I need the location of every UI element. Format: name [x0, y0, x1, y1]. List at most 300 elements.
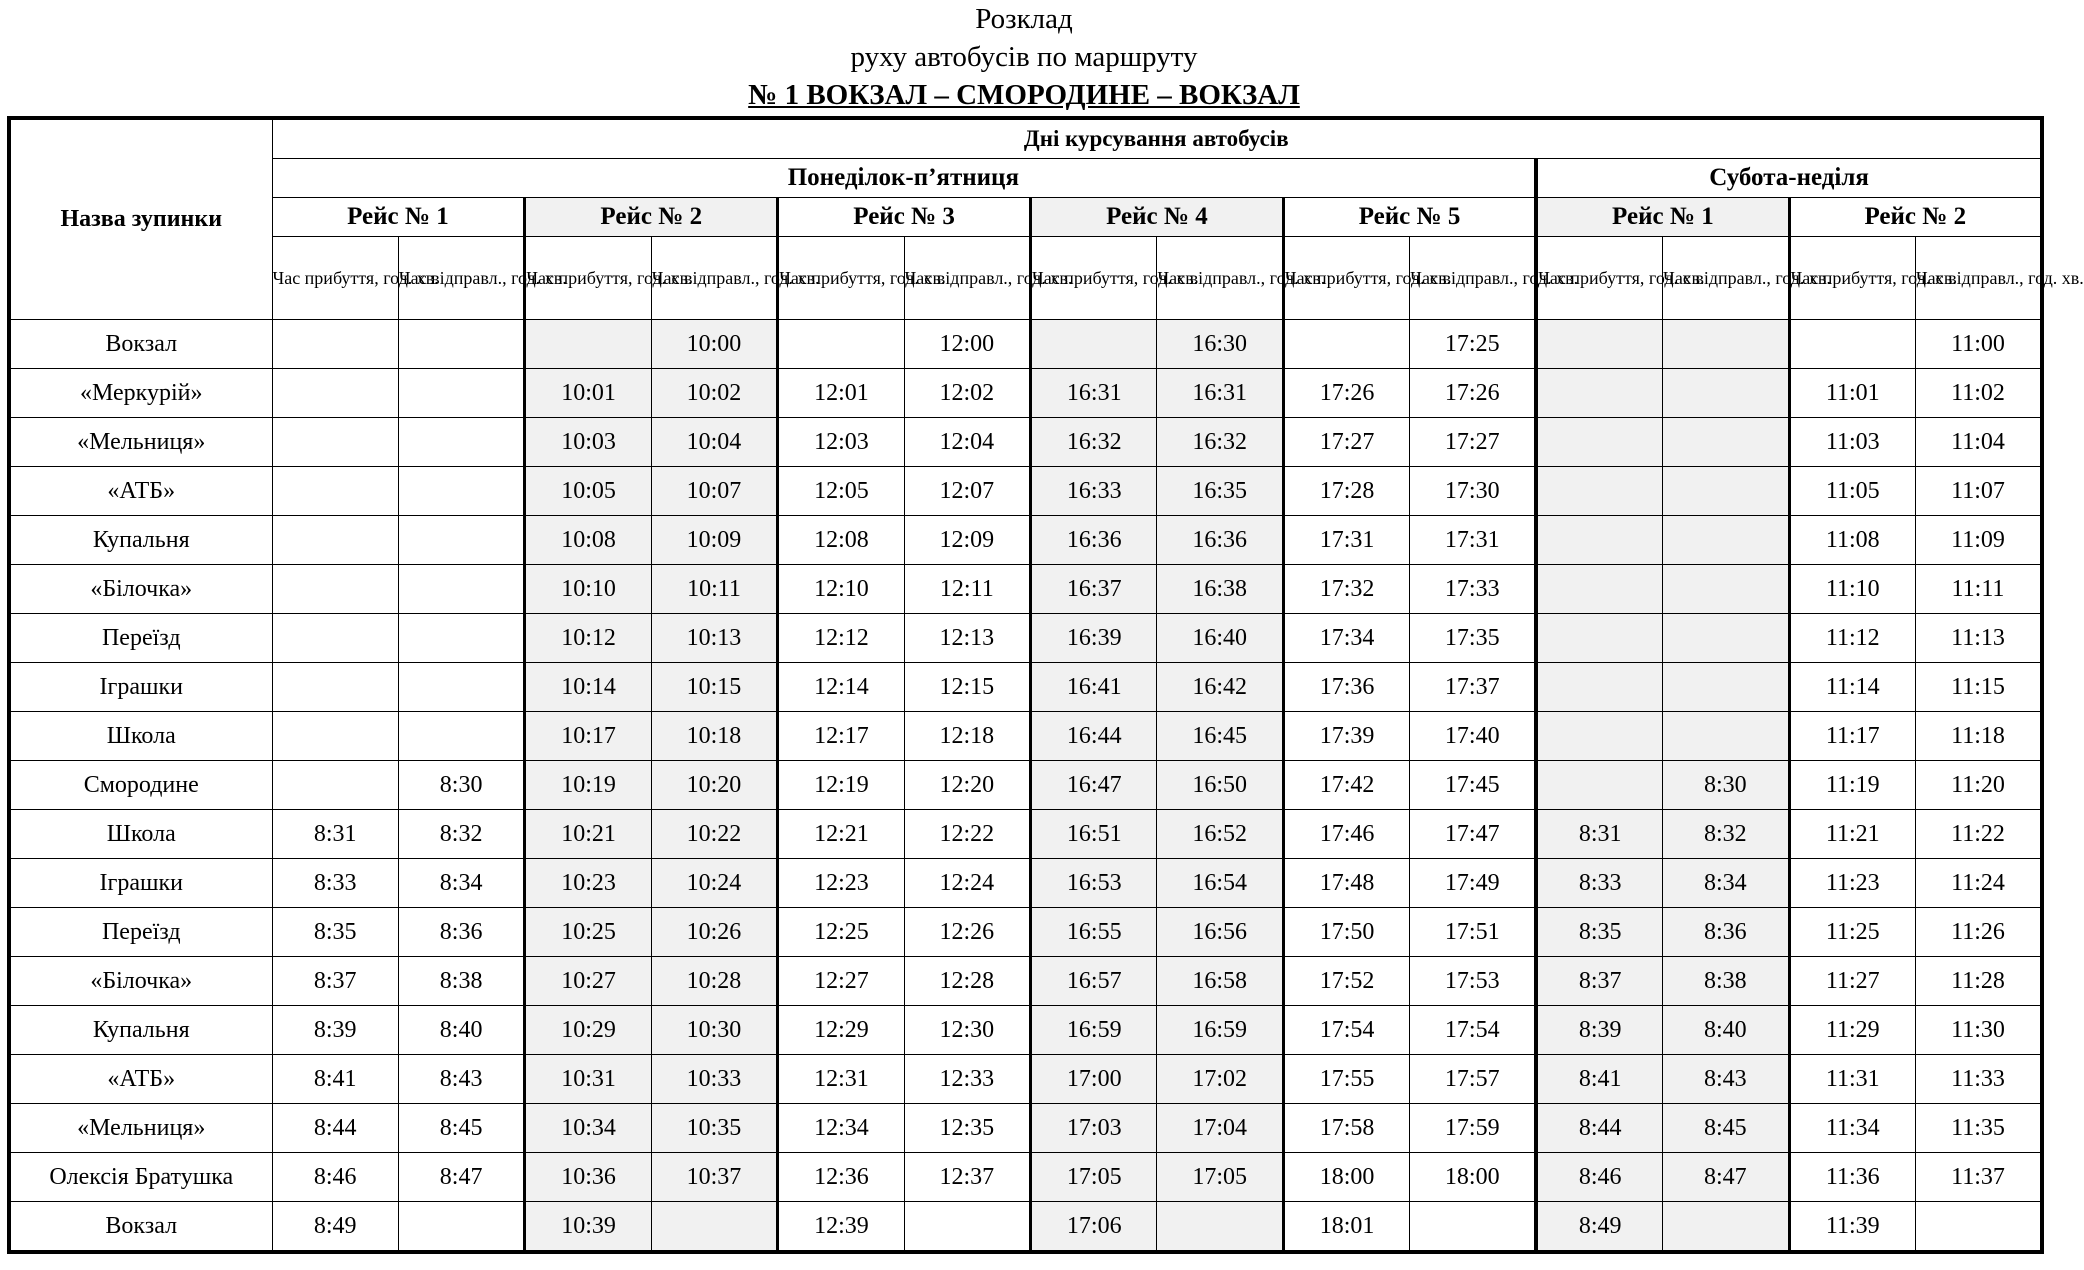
arrival-time-cell: 10:08: [525, 516, 651, 565]
arrival-time-cell: 17:27: [1283, 418, 1409, 467]
arrival-time-cell: 11:08: [1789, 516, 1915, 565]
arrival-time-cell: 12:17: [778, 712, 904, 761]
departure-time-header: Час відправл., год. хв.: [1915, 237, 2042, 320]
table-row: [9, 663, 2042, 712]
departure-time-cell: [1663, 516, 1789, 565]
arrival-time-cell: 8:41: [272, 1055, 398, 1104]
arrival-time-cell: 17:03: [1031, 1104, 1157, 1153]
departure-time-cell: 12:09: [904, 516, 1030, 565]
departure-time-cell: 16:38: [1157, 565, 1283, 614]
departure-time-cell: 17:30: [1410, 467, 1536, 516]
arrival-time-cell: 8:41: [1536, 1055, 1662, 1104]
departure-time-cell: [398, 663, 524, 712]
table-row: [9, 810, 2042, 859]
table-row: [9, 565, 2042, 614]
departure-time-cell: 12:28: [904, 957, 1030, 1006]
arrival-time-header: Час прибуття, год. хв.: [525, 237, 651, 320]
table-row: [9, 369, 2042, 418]
arrival-time-cell: 17:54: [1283, 1006, 1409, 1055]
arrival-time-cell: 11:23: [1789, 859, 1915, 908]
arrival-time-cell: 17:46: [1283, 810, 1409, 859]
departure-time-cell: 8:34: [1663, 859, 1789, 908]
arrival-time-cell: 12:29: [778, 1006, 904, 1055]
arrival-time-cell: [1536, 614, 1662, 663]
table-row: [9, 957, 2042, 1006]
departure-time-cell: 10:35: [651, 1104, 777, 1153]
departure-time-cell: [1663, 565, 1789, 614]
arrival-time-cell: 10:36: [525, 1153, 651, 1202]
arrival-time-cell: [272, 516, 398, 565]
arrival-time-cell: 11:34: [1789, 1104, 1915, 1153]
departure-time-cell: [398, 467, 524, 516]
departure-time-cell: 8:47: [398, 1153, 524, 1202]
table-row: [9, 614, 2042, 663]
arrival-time-cell: 12:10: [778, 565, 904, 614]
arrival-time-cell: [1536, 320, 1662, 369]
departure-time-cell: 12:20: [904, 761, 1030, 810]
arrival-time-cell: 10:12: [525, 614, 651, 663]
departure-time-cell: [398, 565, 524, 614]
header-row-subcolumns: [9, 237, 2042, 320]
departure-time-cell: 12:26: [904, 908, 1030, 957]
stop-name: Переїзд: [9, 614, 272, 663]
arrival-time-cell: 10:39: [525, 1202, 651, 1253]
arrival-time-cell: [1536, 369, 1662, 418]
departure-time-cell: 10:22: [651, 810, 777, 859]
departure-time-header: Час відправл., год. хв.: [1157, 237, 1283, 320]
arrival-time-cell: [1536, 663, 1662, 712]
stop-name: «АТБ»: [9, 467, 272, 516]
arrival-time-header: Час прибуття, год. хв.: [1283, 237, 1409, 320]
table-row: [9, 712, 2042, 761]
departure-time-cell: 11:28: [1915, 957, 2042, 1006]
arrival-time-cell: 10:29: [525, 1006, 651, 1055]
arrival-time-cell: 17:48: [1283, 859, 1409, 908]
arrival-time-cell: 17:26: [1283, 369, 1409, 418]
arrival-time-cell: 11:19: [1789, 761, 1915, 810]
departure-time-cell: 11:26: [1915, 908, 2042, 957]
departure-time-cell: 17:59: [1410, 1104, 1536, 1153]
weekend-header: Субота-неділя: [1536, 159, 2042, 198]
departure-time-cell: [1663, 467, 1789, 516]
departure-time-cell: [398, 320, 524, 369]
arrival-time-cell: 11:03: [1789, 418, 1915, 467]
arrival-time-cell: 11:01: [1789, 369, 1915, 418]
departure-time-cell: 8:32: [1663, 810, 1789, 859]
arrival-time-cell: 10:10: [525, 565, 651, 614]
stop-name: «Білочка»: [9, 957, 272, 1006]
departure-time-cell: 17:33: [1410, 565, 1536, 614]
arrival-time-header: Час прибуття, год. хв.: [272, 237, 398, 320]
arrival-time-cell: 16:53: [1031, 859, 1157, 908]
departure-time-cell: 16:50: [1157, 761, 1283, 810]
departure-time-cell: 11:11: [1915, 565, 2042, 614]
departure-time-cell: 8:36: [1663, 908, 1789, 957]
stop-name: Іграшки: [9, 859, 272, 908]
arrival-time-cell: 10:23: [525, 859, 651, 908]
arrival-time-cell: 10:31: [525, 1055, 651, 1104]
arrival-time-cell: 8:37: [272, 957, 398, 1006]
weekdays-header: Понеділок-п’ятниця: [272, 159, 1536, 198]
arrival-time-cell: 17:36: [1283, 663, 1409, 712]
departure-time-cell: 16:42: [1157, 663, 1283, 712]
departure-time-cell: 8:30: [398, 761, 524, 810]
arrival-time-cell: 10:05: [525, 467, 651, 516]
departure-time-cell: 16:40: [1157, 614, 1283, 663]
arrival-time-cell: 11:12: [1789, 614, 1915, 663]
trip-header: Рейс № 2: [1789, 198, 2042, 237]
table-row: [9, 1153, 2042, 1202]
departure-time-cell: 10:11: [651, 565, 777, 614]
departure-time-header: Час відправл., год. хв.: [1663, 237, 1789, 320]
arrival-time-cell: 17:28: [1283, 467, 1409, 516]
header-row-trips: [9, 198, 2042, 237]
arrival-time-cell: 18:01: [1283, 1202, 1409, 1253]
arrival-time-cell: 10:21: [525, 810, 651, 859]
arrival-time-cell: 8:31: [272, 810, 398, 859]
header-row-groups: [9, 159, 2042, 198]
departure-time-cell: [398, 418, 524, 467]
departure-time-cell: 16:54: [1157, 859, 1283, 908]
departure-time-cell: 10:30: [651, 1006, 777, 1055]
arrival-time-cell: 17:39: [1283, 712, 1409, 761]
arrival-time-cell: 17:31: [1283, 516, 1409, 565]
departure-time-cell: 17:47: [1410, 810, 1536, 859]
arrival-time-cell: 11:10: [1789, 565, 1915, 614]
arrival-time-cell: [1536, 712, 1662, 761]
departure-time-cell: 8:47: [1663, 1153, 1789, 1202]
arrival-time-cell: [1283, 320, 1409, 369]
departure-time-cell: 11:22: [1915, 810, 2042, 859]
departure-time-cell: 11:37: [1915, 1153, 2042, 1202]
arrival-time-cell: 17:06: [1031, 1202, 1157, 1253]
arrival-time-cell: [272, 418, 398, 467]
departure-time-cell: 12:37: [904, 1153, 1030, 1202]
arrival-time-cell: 10:03: [525, 418, 651, 467]
arrival-time-cell: 8:35: [1536, 908, 1662, 957]
arrival-time-cell: 8:37: [1536, 957, 1662, 1006]
arrival-time-cell: 8:33: [272, 859, 398, 908]
arrival-time-cell: 16:41: [1031, 663, 1157, 712]
arrival-time-cell: 17:32: [1283, 565, 1409, 614]
arrival-time-cell: 8:44: [272, 1104, 398, 1153]
arrival-time-cell: 17:42: [1283, 761, 1409, 810]
title-line-2: руху автобусів по маршруту: [850, 41, 1198, 73]
arrival-time-cell: 10:14: [525, 663, 651, 712]
stop-name: Купальня: [9, 1006, 272, 1055]
departure-time-cell: 10:09: [651, 516, 777, 565]
table-row: [9, 1104, 2042, 1153]
arrival-time-cell: 8:49: [272, 1202, 398, 1253]
arrival-time-cell: 16:39: [1031, 614, 1157, 663]
departure-time-cell: 17:45: [1410, 761, 1536, 810]
arrival-time-cell: 12:14: [778, 663, 904, 712]
departure-time-cell: [398, 1202, 524, 1253]
departure-time-cell: 16:59: [1157, 1006, 1283, 1055]
title-block: [0, 0, 2048, 114]
arrival-time-cell: [1536, 565, 1662, 614]
departure-time-cell: 11:07: [1915, 467, 2042, 516]
arrival-time-header: Час прибуття, год. хв.: [1536, 237, 1662, 320]
arrival-time-cell: 10:01: [525, 369, 651, 418]
table-row: [9, 467, 2042, 516]
arrival-time-cell: 8:31: [1536, 810, 1662, 859]
arrival-time-cell: [1536, 467, 1662, 516]
arrival-time-cell: [272, 320, 398, 369]
arrival-time-cell: 17:34: [1283, 614, 1409, 663]
stop-name: «Білочка»: [9, 565, 272, 614]
trip-header: Рейс № 3: [778, 198, 1031, 237]
departure-time-cell: 17:54: [1410, 1006, 1536, 1055]
stop-name: Школа: [9, 810, 272, 859]
arrival-time-cell: 11:21: [1789, 810, 1915, 859]
departure-time-cell: 10:13: [651, 614, 777, 663]
trip-header: Рейс № 4: [1031, 198, 1284, 237]
arrival-time-cell: [1536, 761, 1662, 810]
header-row-days: [9, 118, 2042, 159]
trip-header: Рейс № 5: [1283, 198, 1536, 237]
arrival-time-cell: 17:05: [1031, 1153, 1157, 1202]
departure-time-cell: 16:58: [1157, 957, 1283, 1006]
departure-time-cell: 17:51: [1410, 908, 1536, 957]
arrival-time-cell: 16:33: [1031, 467, 1157, 516]
departure-time-cell: 17:04: [1157, 1104, 1283, 1153]
arrival-time-cell: 12:03: [778, 418, 904, 467]
arrival-time-cell: 10:34: [525, 1104, 651, 1153]
stop-name: Олексія Братушка: [9, 1153, 272, 1202]
stop-name: Вокзал: [9, 320, 272, 369]
arrival-time-cell: [778, 320, 904, 369]
arrival-time-cell: 12:23: [778, 859, 904, 908]
arrival-time-cell: 16:57: [1031, 957, 1157, 1006]
departure-time-cell: 11:13: [1915, 614, 2042, 663]
departure-time-cell: [1663, 614, 1789, 663]
stop-name: Смородине: [9, 761, 272, 810]
departure-time-cell: 10:07: [651, 467, 777, 516]
arrival-time-cell: 8:39: [1536, 1006, 1662, 1055]
departure-time-cell: 10:02: [651, 369, 777, 418]
arrival-time-cell: [272, 369, 398, 418]
departure-time-cell: [1157, 1202, 1283, 1253]
departure-time-cell: 10:20: [651, 761, 777, 810]
table-row: [9, 1006, 2042, 1055]
departure-time-header: Час відправл., год. хв.: [651, 237, 777, 320]
arrival-time-cell: 12:39: [778, 1202, 904, 1253]
departure-time-cell: 10:04: [651, 418, 777, 467]
table-row: [9, 908, 2042, 957]
arrival-time-cell: 11:14: [1789, 663, 1915, 712]
trip-header: Рейс № 1: [1536, 198, 1789, 237]
departure-time-cell: 17:02: [1157, 1055, 1283, 1104]
departure-time-cell: 11:09: [1915, 516, 2042, 565]
arrival-time-cell: 12:21: [778, 810, 904, 859]
stop-name-header: Назва зупинки: [9, 118, 272, 320]
stop-name: Купальня: [9, 516, 272, 565]
arrival-time-cell: 11:31: [1789, 1055, 1915, 1104]
departure-time-cell: 11:35: [1915, 1104, 2042, 1153]
arrival-time-cell: 12:19: [778, 761, 904, 810]
table-row: [9, 516, 2042, 565]
arrival-time-cell: 12:25: [778, 908, 904, 957]
arrival-time-cell: 8:35: [272, 908, 398, 957]
stop-name: «Мельниця»: [9, 1104, 272, 1153]
trip-header: Рейс № 2: [525, 198, 778, 237]
arrival-time-cell: 11:17: [1789, 712, 1915, 761]
departure-time-cell: 10:37: [651, 1153, 777, 1202]
departure-time-cell: 12:22: [904, 810, 1030, 859]
stop-name: Вокзал: [9, 1202, 272, 1253]
arrival-time-cell: 8:49: [1536, 1202, 1662, 1253]
arrival-time-cell: 10:25: [525, 908, 651, 957]
arrival-time-header: Час прибуття, год. хв.: [1789, 237, 1915, 320]
arrival-time-cell: 11:05: [1789, 467, 1915, 516]
departure-time-cell: 8:38: [398, 957, 524, 1006]
departure-time-cell: 11:02: [1915, 369, 2042, 418]
arrival-time-cell: 18:00: [1283, 1153, 1409, 1202]
departure-time-header: Час відправл., год. хв.: [398, 237, 524, 320]
departure-time-cell: 12:33: [904, 1055, 1030, 1104]
arrival-time-cell: [272, 565, 398, 614]
arrival-time-cell: 11:36: [1789, 1153, 1915, 1202]
departure-time-cell: 11:00: [1915, 320, 2042, 369]
departure-time-cell: 8:45: [398, 1104, 524, 1153]
arrival-time-cell: [1536, 516, 1662, 565]
departure-time-cell: 8:40: [398, 1006, 524, 1055]
departure-time-cell: [1663, 663, 1789, 712]
departure-time-cell: 8:36: [398, 908, 524, 957]
stop-name: «Меркурій»: [9, 369, 272, 418]
departure-time-cell: [904, 1202, 1030, 1253]
departure-time-cell: 12:11: [904, 565, 1030, 614]
arrival-time-cell: 10:17: [525, 712, 651, 761]
departure-time-cell: 11:04: [1915, 418, 2042, 467]
arrival-time-cell: 17:52: [1283, 957, 1409, 1006]
arrival-time-cell: 16:32: [1031, 418, 1157, 467]
departure-time-cell: 8:32: [398, 810, 524, 859]
departure-time-cell: [1410, 1202, 1536, 1253]
stop-name: «Мельниця»: [9, 418, 272, 467]
departure-time-cell: 8:38: [1663, 957, 1789, 1006]
departure-time-cell: [1663, 1202, 1789, 1253]
arrival-time-cell: 16:59: [1031, 1006, 1157, 1055]
arrival-time-cell: 11:25: [1789, 908, 1915, 957]
stop-name: Іграшки: [9, 663, 272, 712]
departure-time-cell: 11:18: [1915, 712, 2042, 761]
trip-header: Рейс № 1: [272, 198, 525, 237]
departure-time-cell: 12:13: [904, 614, 1030, 663]
arrival-time-cell: 17:55: [1283, 1055, 1409, 1104]
table-row: [9, 418, 2042, 467]
departure-time-cell: 17:26: [1410, 369, 1536, 418]
arrival-time-cell: 16:31: [1031, 369, 1157, 418]
arrival-time-cell: 16:51: [1031, 810, 1157, 859]
departure-time-cell: 12:30: [904, 1006, 1030, 1055]
departure-time-cell: 18:00: [1410, 1153, 1536, 1202]
arrival-time-cell: 12:08: [778, 516, 904, 565]
departure-time-cell: 16:35: [1157, 467, 1283, 516]
arrival-time-cell: 17:50: [1283, 908, 1409, 957]
arrival-time-cell: [1536, 418, 1662, 467]
arrival-time-cell: 12:01: [778, 369, 904, 418]
route-title: № 1 ВОКЗАЛ – СМОРОДИНЕ – ВОКЗАЛ: [748, 79, 1300, 111]
departure-time-cell: [1663, 712, 1789, 761]
arrival-time-cell: 11:39: [1789, 1202, 1915, 1253]
arrival-time-cell: 10:19: [525, 761, 651, 810]
departure-time-cell: 8:43: [398, 1055, 524, 1104]
departure-time-cell: [398, 516, 524, 565]
arrival-time-cell: 12:36: [778, 1153, 904, 1202]
departure-time-cell: 17:05: [1157, 1153, 1283, 1202]
arrival-time-cell: 12:05: [778, 467, 904, 516]
arrival-time-cell: 17:58: [1283, 1104, 1409, 1153]
departure-time-cell: 8:30: [1663, 761, 1789, 810]
arrival-time-cell: [272, 614, 398, 663]
arrival-time-cell: 8:46: [1536, 1153, 1662, 1202]
arrival-time-cell: [272, 663, 398, 712]
departure-time-cell: 17:37: [1410, 663, 1536, 712]
departure-time-cell: 12:24: [904, 859, 1030, 908]
departure-time-cell: [1915, 1202, 2042, 1253]
arrival-time-cell: [1031, 320, 1157, 369]
table-row: [9, 761, 2042, 810]
departure-time-cell: [1663, 320, 1789, 369]
departure-time-cell: 17:27: [1410, 418, 1536, 467]
departure-time-cell: [398, 614, 524, 663]
departure-time-cell: 12:35: [904, 1104, 1030, 1153]
arrival-time-cell: 12:12: [778, 614, 904, 663]
arrival-time-cell: 16:47: [1031, 761, 1157, 810]
table-row: [9, 320, 2042, 369]
arrival-time-header: Час прибуття, год. хв.: [778, 237, 904, 320]
departure-time-cell: 10:15: [651, 663, 777, 712]
stop-name: Школа: [9, 712, 272, 761]
title-line-1: Розклад: [975, 3, 1073, 35]
departure-time-cell: 10:28: [651, 957, 777, 1006]
departure-time-cell: [398, 369, 524, 418]
departure-time-cell: 16:32: [1157, 418, 1283, 467]
departure-time-cell: 12:02: [904, 369, 1030, 418]
schedule-table: [7, 116, 2084, 1254]
departure-time-cell: 10:26: [651, 908, 777, 957]
departure-time-cell: [1663, 369, 1789, 418]
departure-time-cell: 17:40: [1410, 712, 1536, 761]
arrival-time-cell: [1789, 320, 1915, 369]
departure-time-cell: 10:00: [651, 320, 777, 369]
departure-time-cell: 16:52: [1157, 810, 1283, 859]
arrival-time-cell: 12:27: [778, 957, 904, 1006]
departure-time-cell: 8:40: [1663, 1006, 1789, 1055]
arrival-time-cell: 11:27: [1789, 957, 1915, 1006]
arrival-time-cell: [525, 320, 651, 369]
departure-time-cell: 11:30: [1915, 1006, 2042, 1055]
departure-time-cell: 11:20: [1915, 761, 2042, 810]
departure-time-cell: 12:18: [904, 712, 1030, 761]
arrival-time-cell: 12:31: [778, 1055, 904, 1104]
departure-time-cell: 11:24: [1915, 859, 2042, 908]
arrival-time-cell: 16:36: [1031, 516, 1157, 565]
departure-time-cell: 10:18: [651, 712, 777, 761]
departure-time-header: Час відправл., год. хв.: [904, 237, 1030, 320]
arrival-time-cell: 8:33: [1536, 859, 1662, 908]
arrival-time-cell: [272, 467, 398, 516]
departure-time-cell: [651, 1202, 777, 1253]
departure-time-cell: 8:43: [1663, 1055, 1789, 1104]
table-row: [9, 1202, 2042, 1253]
departure-time-cell: 16:36: [1157, 516, 1283, 565]
arrival-time-cell: [272, 712, 398, 761]
table-row: [9, 859, 2042, 908]
departure-time-cell: 12:04: [904, 418, 1030, 467]
